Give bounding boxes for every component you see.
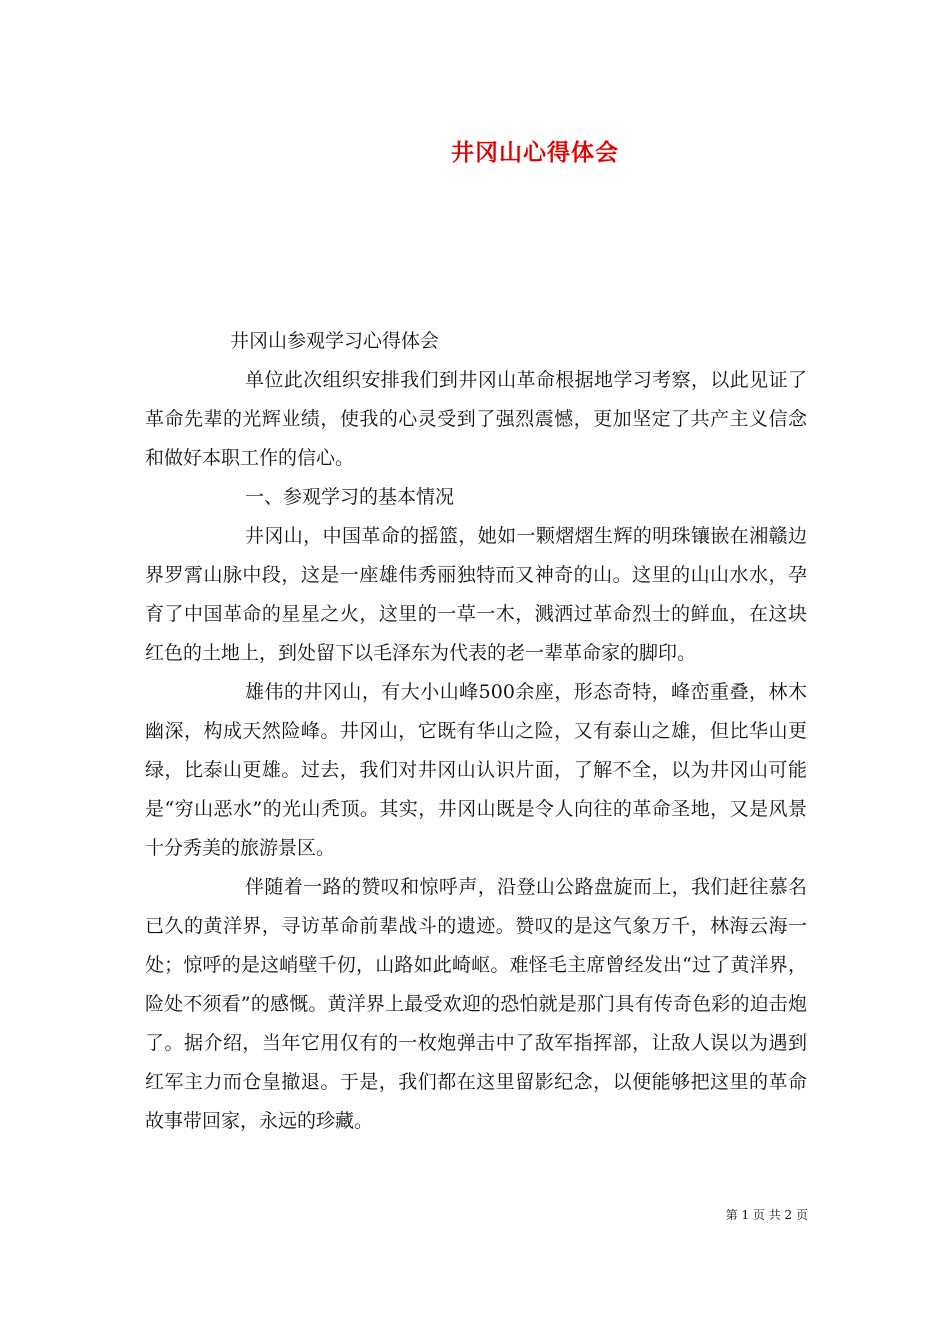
document-body (145, 322, 807, 1141)
paragraph-huangyangjie: 伴随着一路的赞叹和惊呼声，沿登山公路盘旋而上，我们赶往慕名已久的黄洋界，寻访革命前辈战斗的遗迹。赞叹的是这气象万千，林海云海一处；惊呼的是这峭壁千仞，山路如此崎岖。难怪毛主席曾经发出“过了黄洋界，险处不须看”的感慨。黄洋界上最受欢迎的恐怕就是那门具有传奇色彩的迫击炮了。据介绍，当年它用仅有的一枚炮弹击中了敌军指挥部，让敌人误以为遇到红军主力而仓皇撤退。于是，我们都在这里留影纪念，以便能够把这里的革命故事带回家，永远的珍藏。 (145, 876, 807, 1132)
paragraph-jinggangshan: 井冈山，中国革命的摇篮，她如一颗熠熠生辉的明珠镶嵌在湘赣边界罗霄山脉中段，这是一座雄伟秀丽独特而又神奇的山。这里的山山水水，孕育了中国革命的星星之火，这里的一草一木，溅洒过革命烈士的鲜血，在这块红色的土地上，到处留下以毛泽东为代表的老一辈革命家的脚印。 (145, 525, 807, 664)
page-number: 第 1 页 共 2 页 (725, 1208, 808, 1222)
document-subtitle: 井冈山参观学习心得体会 (230, 330, 440, 352)
paragraph-intro: 单位此次组织安排我们到井冈山革命根据地学习考察，以此见证了革命先辈的光辉业绩，使我的心灵受到了强烈震憾，更加坚定了共产主义信念和做好本职工作的信心。 (145, 369, 807, 469)
document-title: 井冈山心得体会 (451, 139, 619, 166)
section-heading: 一、参观学习的基本情况 (245, 486, 455, 508)
paragraph-mountains: 雄伟的井冈山，有大小山峰500余座，形态奇特，峰峦重叠，林木幽深，构成天然险峰。井冈山，它既有华山之险，又有泰山之雄，但比华山更绿，比泰山更雄。过去，我们对井冈山认识片面，了解不全，以为井冈山可能是“穷山恶水”的光山秃顶。其实，井冈山既是令人向往的革命圣地，又是风景十分秀美的旅游景区。 (145, 681, 807, 859)
